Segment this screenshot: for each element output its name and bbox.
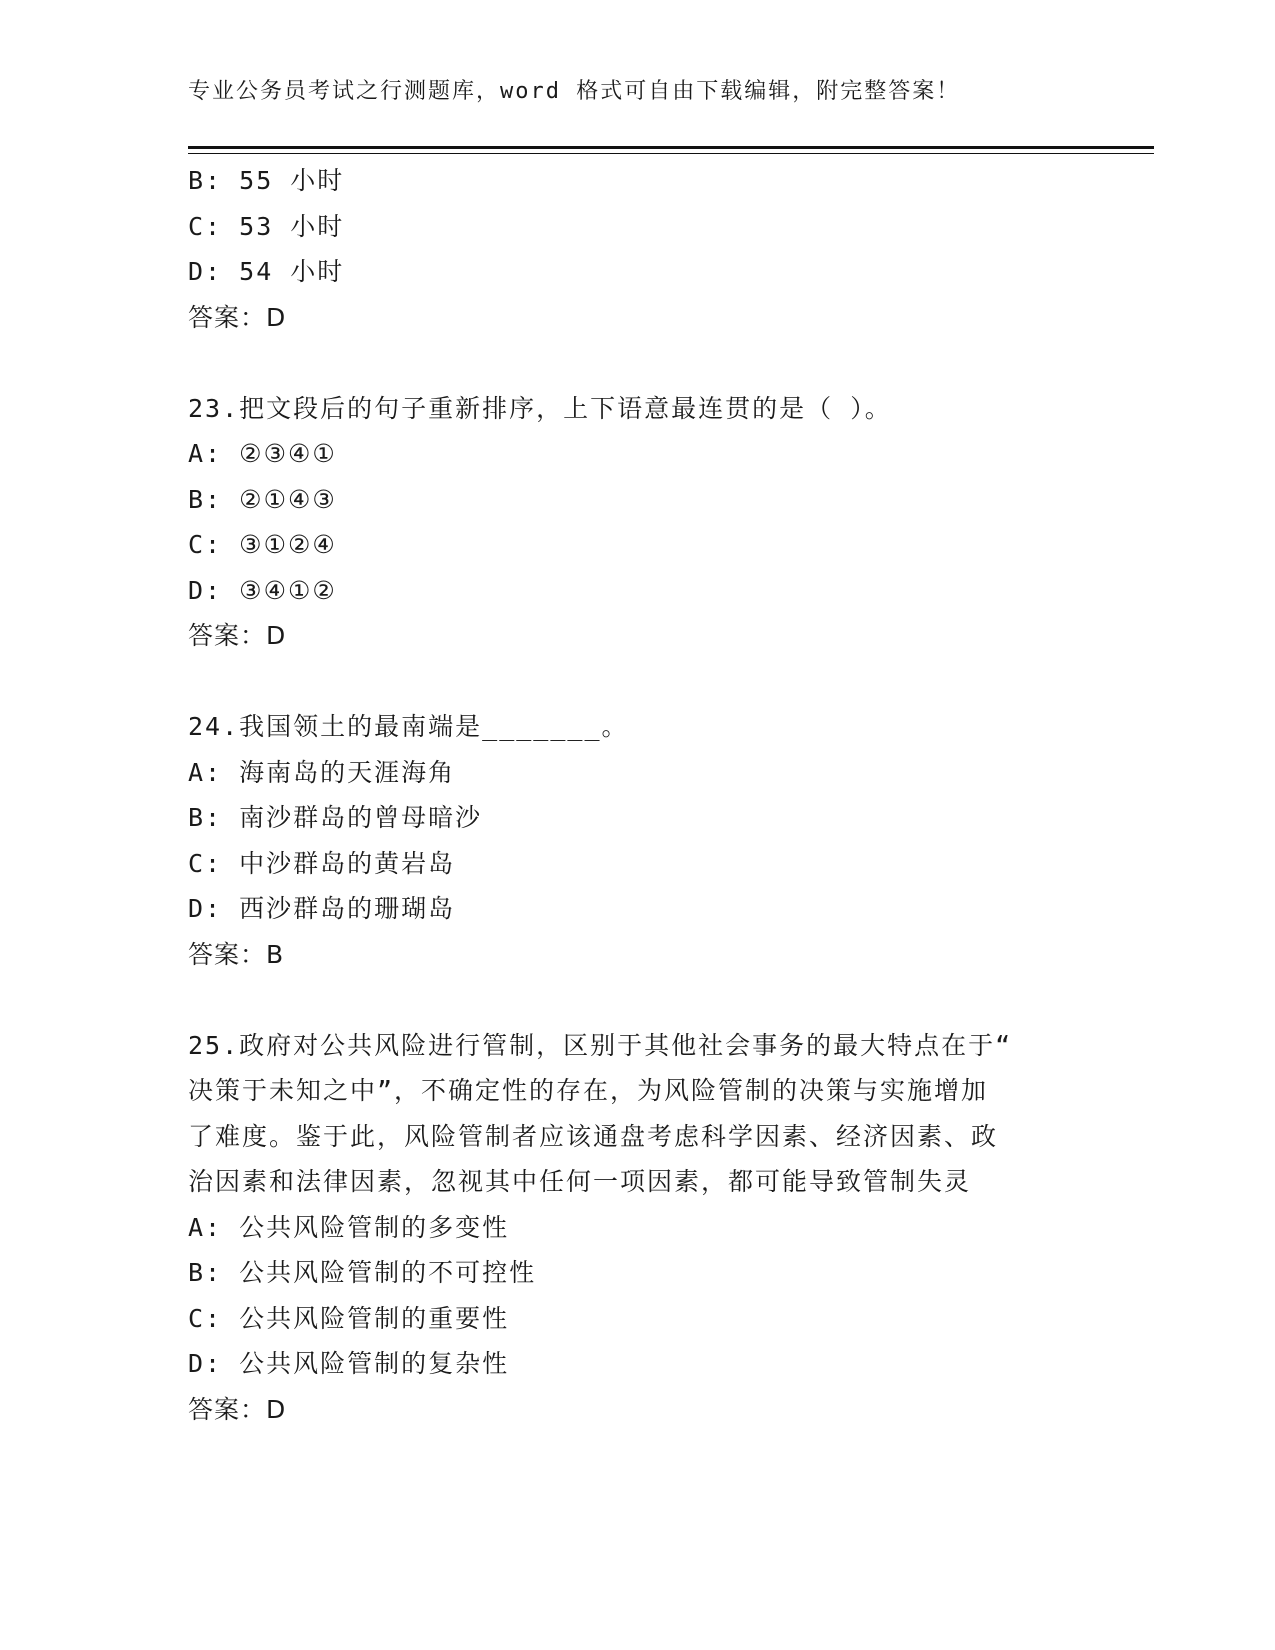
option-d: D: 54 小时 — [188, 257, 345, 286]
question-stem-line: 了难度。鉴于此，风险管制者应该通盘考虑科学因素、经济因素、政 — [188, 1121, 999, 1151]
option-c: C: ③①②④ — [188, 530, 337, 559]
option-d: D: 西沙群岛的珊瑚岛 — [188, 894, 456, 923]
answer-line: 答案：D — [188, 621, 287, 650]
option-a: A: 海南岛的天涯海角 — [188, 757, 456, 787]
header-rule-thick — [188, 146, 1154, 149]
option-b: B: 公共风险管制的不可控性 — [188, 1258, 537, 1287]
question-stem: 23.把文段后的句子重新排序，上下语意最连贯的是（ ）。 — [188, 393, 892, 423]
answer-line: 答案：D — [188, 1394, 287, 1424]
option-a: A: 公共风险管制的多变性 — [188, 1212, 510, 1242]
question-stem: 24.我国领土的最南端是_______。 — [188, 712, 629, 741]
header-rule-thin — [188, 153, 1154, 154]
question-stem-line: 25.政府对公共风险进行管制，区别于其他社会事务的最大特点在于“ — [188, 1030, 1013, 1060]
question-stem-line: 治因素和法律因素，忽视其中任何一项因素，都可能导致管制失灵 — [188, 1167, 972, 1196]
question-25 — [188, 1023, 1088, 1433]
question-stem — [188, 1023, 1088, 1205]
question-24 — [188, 704, 1088, 977]
option-c: C: 53 小时 — [188, 211, 345, 241]
option-d: D: ③④①② — [188, 575, 337, 605]
option-b: B: ②①④③ — [188, 484, 337, 514]
spacer — [188, 977, 1088, 1023]
answer-line: 答案：B — [188, 939, 285, 969]
answer-line: 答案：D — [188, 302, 287, 332]
question-content — [188, 158, 1088, 1432]
question-stem-line: 决策于未知之中”，不确定性的存在，为风险管制的决策与实施增加 — [188, 1076, 989, 1105]
option-b: B: 南沙群岛的曾母暗沙 — [188, 803, 483, 832]
question-23 — [188, 386, 1088, 659]
option-a: A: ②③④① — [188, 439, 337, 468]
spacer — [188, 659, 1088, 705]
page-header: 专业公务员考试之行测题库，word 格式可自由下载编辑，附完整答案！ — [188, 79, 961, 104]
option-b: B: 55 小时 — [188, 166, 345, 195]
spacer — [188, 340, 1088, 386]
question-22-tail — [188, 158, 1088, 340]
option-c: C: 公共风险管制的重要性 — [188, 1303, 510, 1333]
option-d: D: 公共风险管制的复杂性 — [188, 1349, 510, 1378]
option-c: C: 中沙群岛的黄岩岛 — [188, 848, 456, 878]
